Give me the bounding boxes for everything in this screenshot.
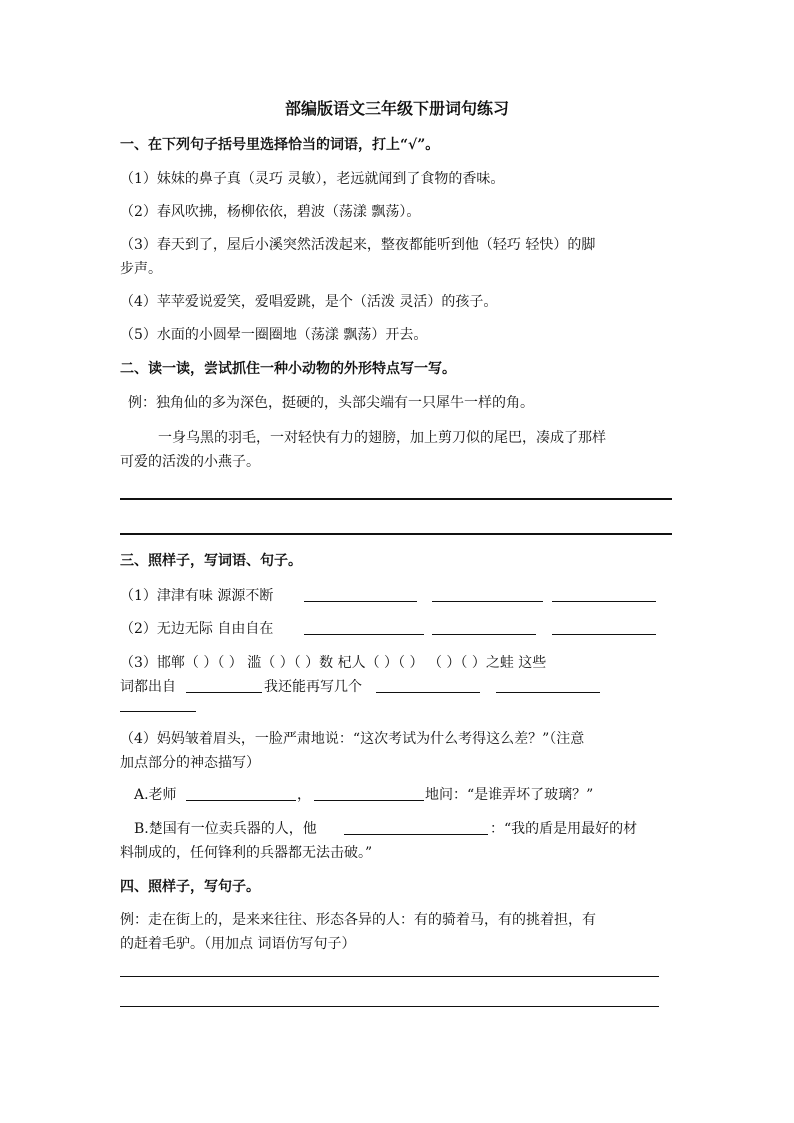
section2-heading: 二、读一读，尝试抓住一种小动物的外形特点写一写。: [120, 361, 456, 377]
section3-item-4a-prefix: A.老师: [134, 787, 177, 803]
answer-blank[interactable]: [186, 692, 262, 693]
section3-item-4b-prefix: B.楚国有一位卖兵器的人，他: [134, 821, 317, 837]
answer-blank[interactable]: [344, 834, 488, 835]
section3-item-3-more-label: 我还能再写几个: [264, 679, 362, 695]
section3-item-4-cont: 加点部分的神态描写）: [120, 755, 260, 771]
section3-heading: 三、照样子，写词语、句子。: [120, 553, 302, 569]
answer-blank[interactable]: [314, 800, 424, 801]
section3-item-4: （4）妈妈皱着眉头，一脸严肃地说：“这次考试为什么考得这么差？”（注意: [120, 731, 585, 747]
writing-line[interactable]: [120, 533, 672, 535]
section1-item-3-cont: 步声。: [120, 261, 162, 277]
section3-item-2: （2）无边无际 自由自在: [120, 621, 274, 637]
section2-example: 例：独角仙的多为深色，挺硬的，头部尖端有一只犀牛一样的角。: [128, 395, 534, 411]
section1-item-1: （1）妹妹的鼻子真（灵巧 灵敏），老远就闻到了食物的香味。: [120, 171, 505, 187]
section2-paragraph-line2: 可爱的活泼的小燕子。: [120, 454, 260, 470]
section3-item-4a-suffix: 地问：“是谁弄坏了玻璃？”: [425, 787, 594, 803]
answer-blank[interactable]: [304, 634, 424, 635]
section3-item-4b-cont: 料制成的，任何锋利的兵器都无法击破。”: [120, 845, 373, 861]
section3-item-4a-comma: ，: [297, 787, 311, 803]
section4-example-line1: 例：走在街上的，是来来往往、形态各异的人：有的骑着马，有的挑着担，有: [120, 912, 596, 928]
answer-blank[interactable]: [120, 711, 196, 712]
answer-blank[interactable]: [552, 634, 656, 635]
section1-item-4: （4）苹苹爱说爱笑，爱唱爱跳，是个（活泼 灵活）的孩子。: [120, 294, 498, 310]
section4-heading: 四、照样子，写句子。: [120, 879, 260, 895]
section3-item-4b-suffix: ：“我的盾是用最好的材: [490, 821, 638, 837]
writing-line[interactable]: [120, 498, 672, 500]
answer-blank[interactable]: [376, 692, 480, 693]
page-title: 部编版语文三年级下册词句练习: [284, 99, 509, 118]
section2-paragraph-line1: 一身乌黑的羽毛，一对轻快有力的翅膀，加上剪刀似的尾巴，凑成了那样: [158, 430, 606, 446]
section3-item-1: （1）津津有味 源源不断: [120, 588, 274, 604]
answer-blank[interactable]: [552, 601, 656, 602]
answer-blank[interactable]: [432, 601, 543, 602]
section4-example-line2: 的赶着毛驴。（用加点 词语仿写句子）: [120, 936, 356, 952]
writing-line[interactable]: [120, 1006, 659, 1007]
answer-blank[interactable]: [496, 692, 600, 693]
answer-blank[interactable]: [304, 601, 417, 602]
section1-heading: 一、在下列句子括号里选择恰当的词语，打上“√”。: [120, 137, 440, 153]
answer-blank[interactable]: [186, 800, 296, 801]
writing-line[interactable]: [120, 976, 659, 977]
section3-item-3: （3）邯郸（ ）（ ） 滥（ ）（ ）数 杞人（ ）（ ） （ ）（ ）之蛙 这些: [120, 655, 547, 671]
section3-item-3-source-label: 词都出自: [120, 679, 176, 695]
section1-item-5: （5）水面的小圆晕一圈圈地（荡漾 飘荡）开去。: [120, 327, 428, 343]
section1-item-2: （2）春风吹拂，杨柳依依，碧波（荡漾 飘荡）。: [120, 204, 421, 220]
section1-item-3: （3）春天到了，屋后小溪突然活泼起来，整夜都能听到他（轻巧 轻快）的脚: [120, 237, 596, 253]
answer-blank[interactable]: [432, 634, 536, 635]
